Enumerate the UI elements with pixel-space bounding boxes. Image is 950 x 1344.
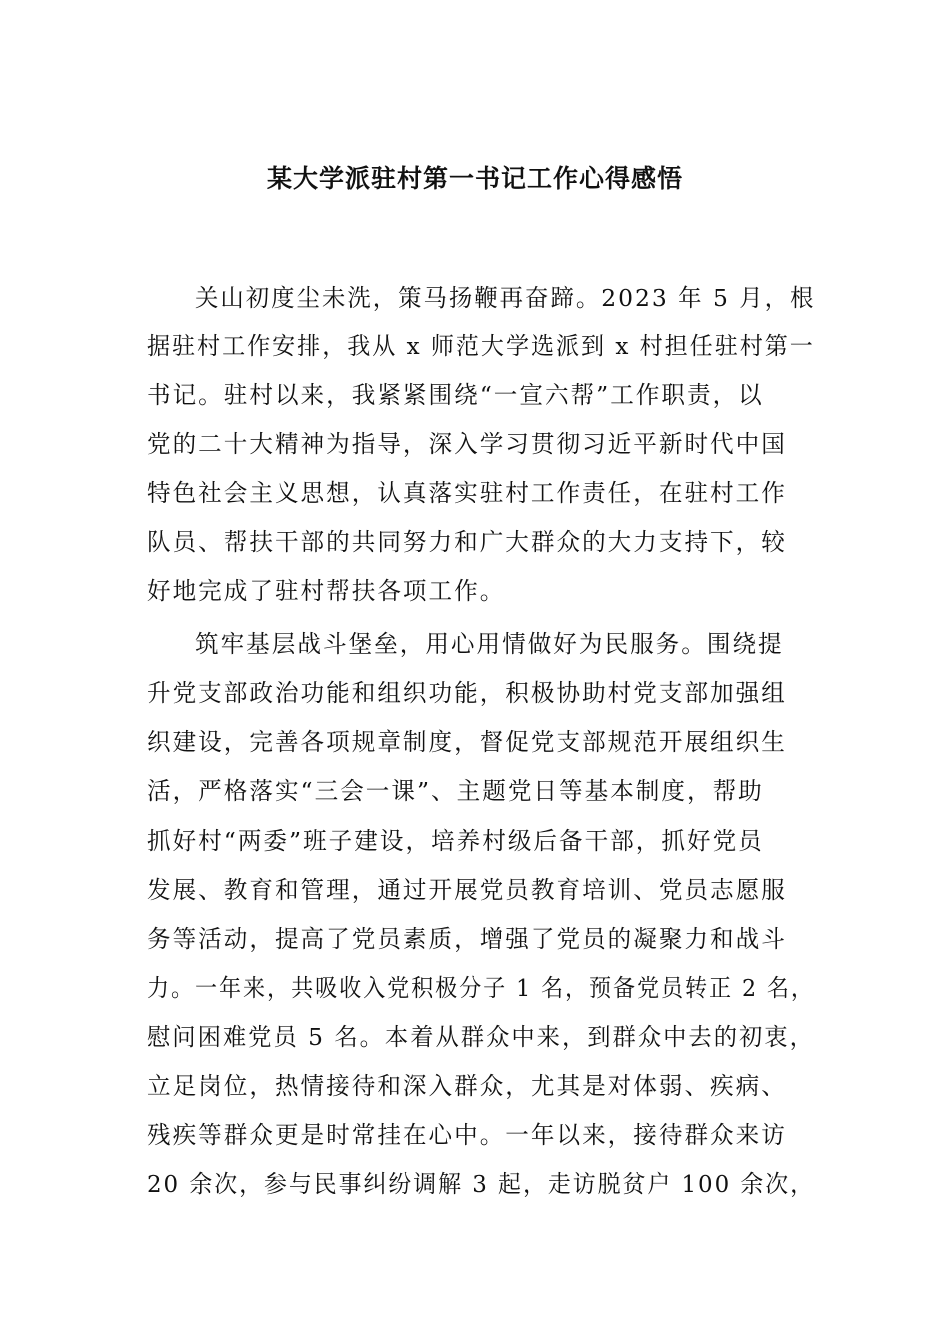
paragraph-line: 关山初度尘未洗，策马扬鞭再奋蹄。2023 年 5 月，根: [195, 284, 816, 312]
paragraph-line: 立足岗位，热情接待和深入群众，尤其是对体弱、疾病、: [147, 1072, 787, 1100]
paragraph-line: 抓好村“两委”班子建设，培养村级后备干部，抓好党员: [147, 827, 764, 855]
paragraph-line: 据驻村工作安排，我从 x 师范大学选派到 x 村担任驻村第一: [147, 332, 815, 360]
paragraph-line: 慰问困难党员 5 名。本着从群众中来，到群众中去的初衷，: [147, 1023, 815, 1051]
paragraph-line: 织建设，完善各项规章制度，督促党支部规范开展组织生: [147, 728, 787, 756]
paragraph-line: 发展、教育和管理，通过开展党员教育培训、党员志愿服: [147, 876, 787, 904]
paragraph-line: 20 余次，参与民事纠纷调解 3 起，走访脱贫户 100 余次，: [147, 1170, 816, 1198]
paragraph-line: 队员、帮扶干部的共同努力和广大群众的大力支持下，较: [147, 528, 787, 556]
paragraph-line: 活，严格落实“三会一课”、主题党日等基本制度，帮助: [147, 777, 764, 805]
paragraph-line: 党的二十大精神为指导，深入学习贯彻习近平新时代中国: [147, 430, 787, 458]
paragraph-line: 好地完成了驻村帮扶各项工作。: [147, 577, 506, 605]
paragraph-line: 升党支部政治功能和组织功能，积极协助村党支部加强组: [147, 679, 787, 707]
paragraph-line: 务等活动，提高了党员素质，增强了党员的凝聚力和战斗: [147, 925, 787, 953]
paragraph-line: 力。一年来，共吸收入党积极分子 1 名，预备党员转正 2 名，: [147, 974, 815, 1002]
paragraph-line: 筑牢基层战斗堡垒，用心用情做好为民服务。围绕提: [195, 630, 784, 658]
paragraph-line: 残疾等群众更是时常挂在心中。一年以来，接待群众来访: [147, 1121, 787, 1149]
paragraph-line: 书记。驻村以来，我紧紧围绕“一宣六帮”工作职责，以: [147, 381, 764, 409]
document-title: 某大学派驻村第一书记工作心得感悟: [266, 164, 683, 193]
paragraph-line: 特色社会主义思想，认真落实驻村工作责任，在驻村工作: [147, 479, 787, 507]
